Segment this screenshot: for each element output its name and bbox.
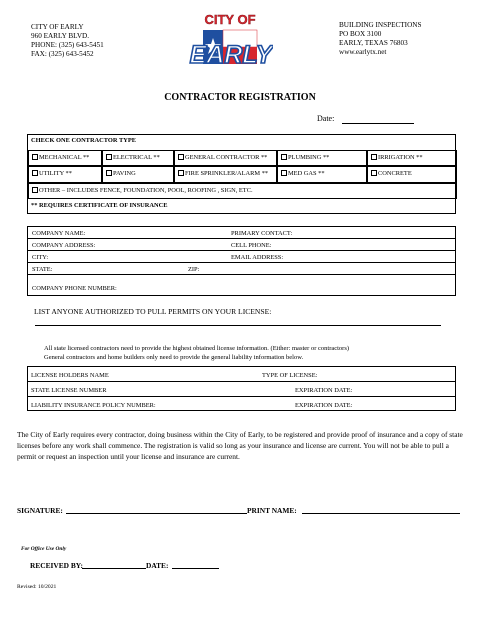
checkbox-icon[interactable] (178, 154, 184, 160)
checkbox-icon[interactable] (178, 170, 184, 176)
email-label[interactable]: EMAIL ADDRESS: (231, 254, 284, 261)
checkbox-plumbing[interactable]: PLUMBING ** (277, 150, 367, 166)
city-logo-graphic (187, 8, 273, 70)
office-use-label: For Office Use Only (21, 546, 67, 552)
signature-label: SIGNATURE: (17, 506, 63, 515)
checkbox-electrical[interactable]: ELECTRICAL ** (102, 150, 174, 166)
department-line: BUILDING INSPECTIONS (339, 21, 422, 29)
checkbox-paving[interactable]: PAVING (102, 166, 174, 183)
state-license-number-label[interactable]: STATE LICENSE NUMBER (31, 387, 107, 394)
checkbox-concrete[interactable]: CONCRETE (367, 166, 457, 183)
authorized-line[interactable] (35, 325, 441, 326)
checkbox-icon[interactable] (106, 170, 112, 176)
office-date-label: DATE: (146, 561, 169, 570)
contractor-type-section (27, 134, 456, 214)
checkbox-other[interactable]: OTHER – INCLUDES FENCE, FOUNDATION, POOL, ROOFING , SIGN, ETC. (28, 183, 457, 199)
office-date-line[interactable] (172, 568, 219, 569)
state-label[interactable]: STATE: (32, 266, 53, 273)
received-by-line[interactable] (82, 568, 146, 569)
date-label: Date: (317, 114, 335, 123)
license-info-text: All state licensed contractors need to provide the highest obtained license information. (Either: master or contractors) General contractors and home builders only need to provide the general liability information below. (44, 345, 350, 361)
department-block (339, 21, 421, 57)
department-line: PO BOX 3100 (339, 30, 382, 38)
checkbox-med-gas[interactable]: MED GAS ** (277, 166, 367, 183)
city-logo (187, 8, 273, 70)
print-name-line[interactable] (302, 513, 460, 514)
print-name-label: PRINT NAME: (247, 506, 297, 515)
company-address-label[interactable]: COMPANY ADDRESS: (32, 242, 96, 249)
revised-date: Revised: 10/2021 (17, 584, 57, 590)
license-type-label[interactable]: TYPE OF LICENSE: (262, 372, 318, 379)
city-label[interactable]: CITY: (32, 254, 49, 261)
checkbox-irrigation[interactable]: IRRIGATION ** (367, 150, 457, 166)
license-holders-name-label[interactable]: LICENSE HOLDERS NAME (31, 372, 109, 379)
checkbox-icon[interactable] (106, 154, 112, 160)
address-line: CITY OF EARLY (31, 23, 84, 31)
registration-statement: The City of Early requires every contractor, doing business within the City of Early, to be registered and provide proof of insurance and a copy of state licenses before any work shall commence. The registration is valid so long as your insurance and license are current. You will not be able to pull a permit or request an inspection until your license and insurance are current. (17, 430, 463, 461)
insurance-note: ** REQUIRES CERTIFICATE OF INSURANCE (31, 202, 168, 209)
checkbox-icon[interactable] (371, 154, 377, 160)
checkbox-utility[interactable]: UTILITY ** (28, 166, 102, 183)
received-by-label: RECEIVED BY: (30, 561, 83, 570)
authorized-label: LIST ANYONE AUTHORIZED TO PULL PERMITS ON YOUR LICENSE: (34, 307, 272, 316)
address-line: 960 EARLY BLVD. (31, 32, 90, 40)
checkbox-general-contractor[interactable]: GENERAL CONTRACTOR ** (174, 150, 277, 166)
checkbox-icon[interactable] (281, 154, 287, 160)
checkbox-icon[interactable] (32, 170, 38, 176)
svg-text:CITY OF: CITY OF (204, 12, 256, 27)
insurance-policy-label[interactable]: LIABILITY INSURANCE POLICY NUMBER: (31, 402, 156, 409)
date-field[interactable] (317, 114, 334, 124)
date-line[interactable] (342, 123, 414, 124)
address-line: FAX: (325) 643-5452 (31, 50, 94, 58)
department-line: EARLY, TEXAS 76803 (339, 39, 408, 47)
company-name-label[interactable]: COMPANY NAME: (32, 230, 86, 237)
address-block (31, 23, 104, 59)
license-section (27, 366, 456, 411)
primary-contact-label[interactable]: PRIMARY CONTACT: (231, 230, 293, 237)
svg-text:EARLY: EARLY (189, 41, 273, 69)
company-info-section (27, 226, 456, 296)
department-line: www.earlytx.net (339, 48, 387, 56)
form-title: CONTRACTOR REGISTRATION (164, 92, 316, 103)
company-phone-label[interactable]: COMPANY PHONE NUMBER: (32, 285, 117, 292)
checkbox-icon[interactable] (371, 170, 377, 176)
checkbox-icon[interactable] (32, 187, 38, 193)
expiration-date-label[interactable]: EXPIRATION DATE: (295, 387, 353, 394)
checkbox-fire-sprinkler[interactable]: FIRE SPRINKLER/ALARM ** (174, 166, 277, 183)
checkbox-mechanical[interactable]: MECHANICAL ** (28, 150, 102, 166)
contractor-type-header: CHECK ONE CONTRACTOR TYPE (31, 137, 137, 144)
insurance-expiration-label[interactable]: EXPIRATION DATE: (295, 402, 353, 409)
address-line: PHONE: (325) 643-5451 (31, 41, 104, 49)
checkbox-icon[interactable] (281, 170, 287, 176)
cell-phone-label[interactable]: CELL PHONE: (231, 242, 272, 249)
zip-label[interactable]: ZIP: (188, 266, 200, 273)
signature-line[interactable] (66, 513, 247, 514)
checkbox-icon[interactable] (32, 154, 38, 160)
